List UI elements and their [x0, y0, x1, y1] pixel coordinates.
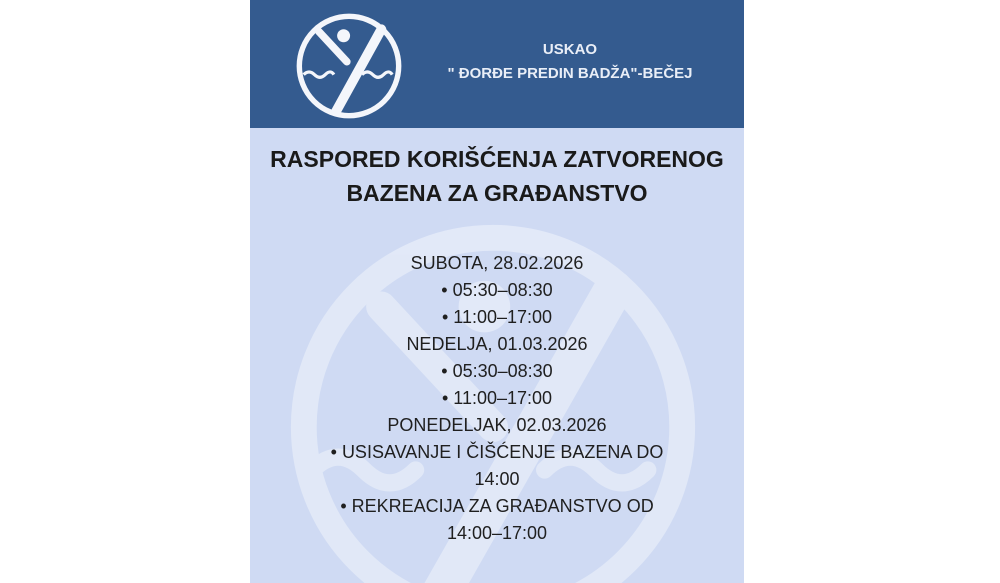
schedule-activity-time: 14:00	[474, 469, 520, 489]
schedule	[250, 250, 744, 547]
swimmer-logo-icon	[295, 12, 403, 120]
schedule-activity: • USISAVANJE I ČIŠĆENJE BAZENA DO	[250, 439, 744, 466]
title-line2: BAZENA ZA GRAĐANSTVO	[346, 180, 648, 206]
schedule-activity-time: 14:00–17:00	[446, 523, 548, 543]
page-title	[250, 142, 744, 210]
title-line1: RASPORED KORIŠĆENJA ZATVORENOG	[270, 146, 724, 172]
schedule-slot: • 11:00–17:00	[250, 304, 744, 331]
schedule-slot: • 11:00–17:00	[250, 385, 744, 412]
schedule-activity: • REKREACIJA ZA GRAĐANSTVO OD	[250, 493, 744, 520]
schedule-day: NEDELJA, 01.03.2026	[406, 334, 588, 354]
header-banner	[250, 0, 744, 128]
schedule-slot: • 05:30–08:30	[250, 358, 744, 385]
organization-name	[425, 38, 715, 86]
poster	[250, 0, 744, 583]
organization-line2: " ĐORĐE PREDIN BADŽA"-BEČEJ	[447, 65, 693, 82]
schedule-slot: • 05:30–08:30	[250, 277, 744, 304]
organization-line1: USKAO	[542, 41, 598, 58]
schedule-day: PONEDELJAK, 02.03.2026	[387, 415, 607, 435]
schedule-day: SUBOTA, 28.02.2026	[410, 253, 584, 273]
